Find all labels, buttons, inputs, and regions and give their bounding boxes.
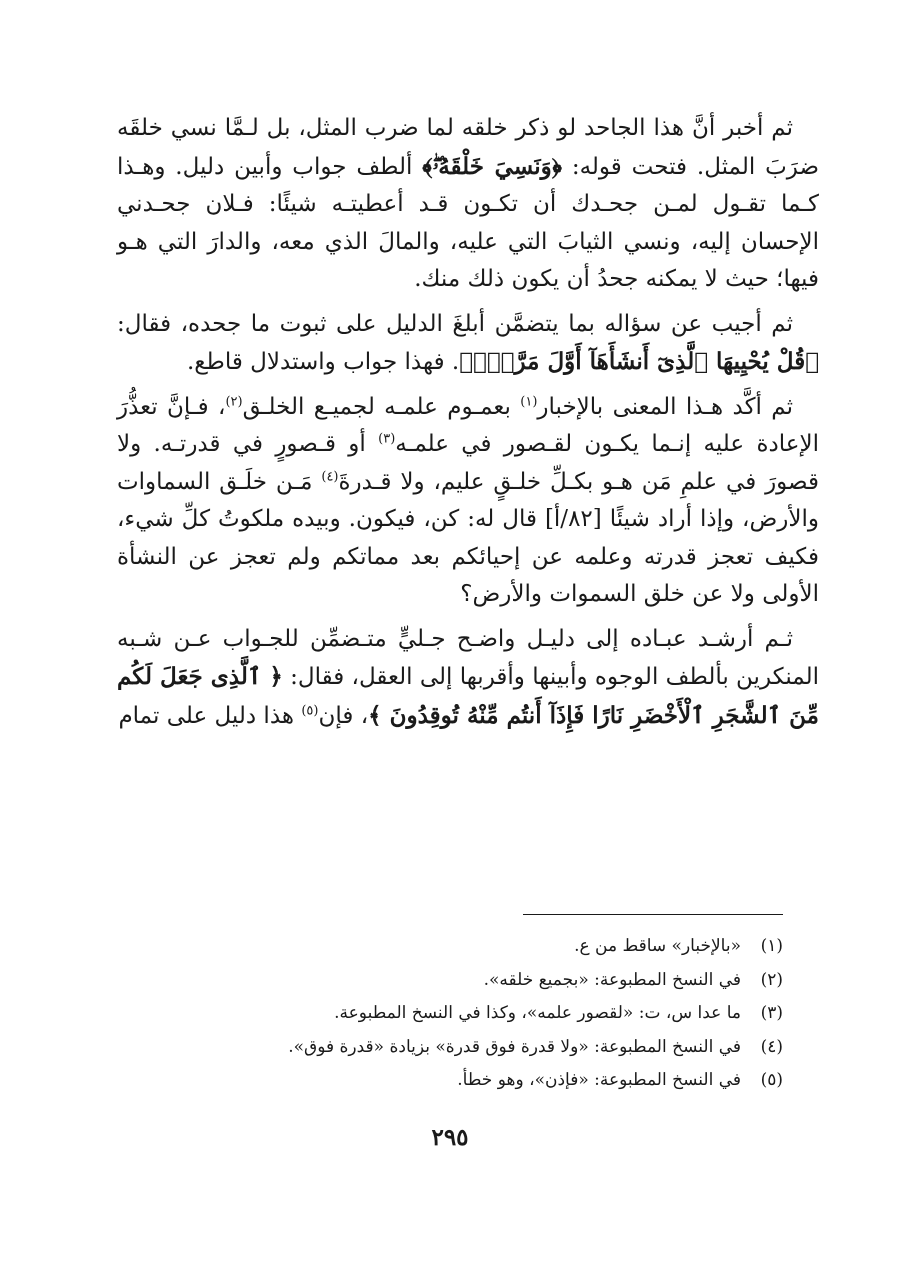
footnote-ref: (١) [520, 393, 538, 409]
text-run: بعمـوم علمـه لجميـع الخلـق [242, 393, 521, 420]
page-body [117, 110, 819, 742]
footnote-item [81, 1064, 783, 1098]
footnote-text: في النسخ المطبوعة: «ولا قدرة فوق قدرة» بزيادة «قدرة فوق». [288, 1036, 741, 1057]
footnote-text: «بالإخبار» ساقط من ع. [574, 936, 741, 956]
footnote-item [81, 930, 783, 964]
text-run: ثم أكَّد هـذا المعنى بالإخبار [537, 393, 794, 420]
text-run: ثم أجيب عن سؤاله بما يتضمَّن أبلغَ الدليل على ثبوت ما جحده، فقال: [117, 310, 793, 337]
footnote-item [81, 997, 783, 1031]
footnote-ref: (٢) [225, 393, 243, 409]
footnote-text: في النسخ المطبوعة: «فإذن»، وهو خطأ. [457, 1070, 741, 1090]
footnote-number: (٣) [760, 1003, 783, 1023]
footnote-ref: (٣) [378, 431, 396, 447]
paragraph [117, 389, 819, 614]
footnote-ref: (٥) [301, 702, 319, 718]
text-run: هذا دليل على تمام [118, 702, 302, 729]
paragraph [117, 306, 819, 382]
footnote-number: (٢) [760, 969, 783, 990]
quran-quote: ﴿ ٱلَّذِى جَعَلَ لَكُم مِّنَ ٱلشَّجَرِ ٱلْأَخْضَرِ نَارًا فَإِذَآ أَنتُم مِّنْهُ تُوقِدُونَ ﴾ [117, 663, 819, 729]
footnote-divider [523, 914, 783, 915]
footnote-number: (٥) [760, 1070, 783, 1090]
footnote-number: (١) [760, 936, 783, 956]
text-run: . فهذا جواب واستدلال قاطع. [187, 349, 460, 375]
text-run: ثـم أرشـد عبـاده إلى دليـل واضـح جـليٍّ متـضمِّن للجـواب عـن شـبه المنكرين بألطف الوجوه وأبينها وأقربها إلى العقل، فقال: [117, 625, 819, 690]
text-run: ثم أخبر أنَّ هذا الجاحد لو ذكر خلقه لما ضرب المثل، بل لـمَّا نسي خلقَه ضرَبَ المثل. فتحت قوله: [117, 115, 819, 180]
page-number: ٢٩٥ [431, 1124, 469, 1151]
text-run: ، فإن [318, 702, 369, 729]
paragraph [117, 621, 819, 736]
text-run: ، فـإنَّ تعذُّرَ الإعادة عليه إنـما يكـون لقـصور في علمـه [117, 393, 819, 457]
footnote-item [81, 964, 783, 998]
quran-quote: ﴿وَنَسِيَ خَلْقَهُۥۖ﴾ [422, 152, 562, 180]
footnote-item [81, 1031, 783, 1065]
footnotes [81, 930, 783, 1098]
main-text [117, 110, 819, 735]
footnote-ref: (٤) [321, 468, 339, 484]
quran-quote: ﴿قُلْ يُحْيِيهَا ٱلَّذِىٓ أَنشَأَهَآ أَوَّلَ مَرَّةٍۖ﴾ [459, 348, 819, 375]
paragraph [117, 110, 819, 299]
text-run: أو قـصورٍ في قدرتـه. ولا قصورَ في علمِ مَن هـو بكـلِّ خلـقٍ عليم، ولا قـدرةَ [117, 431, 820, 495]
footnote-text: ما عدا س، ت: «لقصور علمه»، وكذا في النسخ المطبوعة. [334, 1003, 741, 1023]
footnote-number: (٤) [760, 1036, 783, 1057]
footnote-text: في النسخ المطبوعة: «بجميع خلقه». [483, 969, 741, 990]
text-run: مَـن خلَـق السماوات والأرض، وإذا أراد شيئًا [٨٢/أ] قال له: كن، فيكون. وبيده ملكوتُ كلِّ شيء، فكيف تعجز قدرته وعلمه عن إحيائكم بعد مماتكم ولم تعجز عن النشأة الأولى ولا عن خلق السموات والأرض؟ [117, 468, 819, 607]
text-run: ألطف جواب وأبين دليل. وهـذا كـما تقـول لمـن جحـدك أن تكـون قـد أعطيتـه شيئًا: فـلان جحـدني الإحسان إليه، ونسي الثيابَ التي عليه، والمالَ الذي معه، والدارَ التي هـو فيها؛ حيث لا يمكنه جحدُ أن يكون ذلك منك. [117, 153, 819, 292]
